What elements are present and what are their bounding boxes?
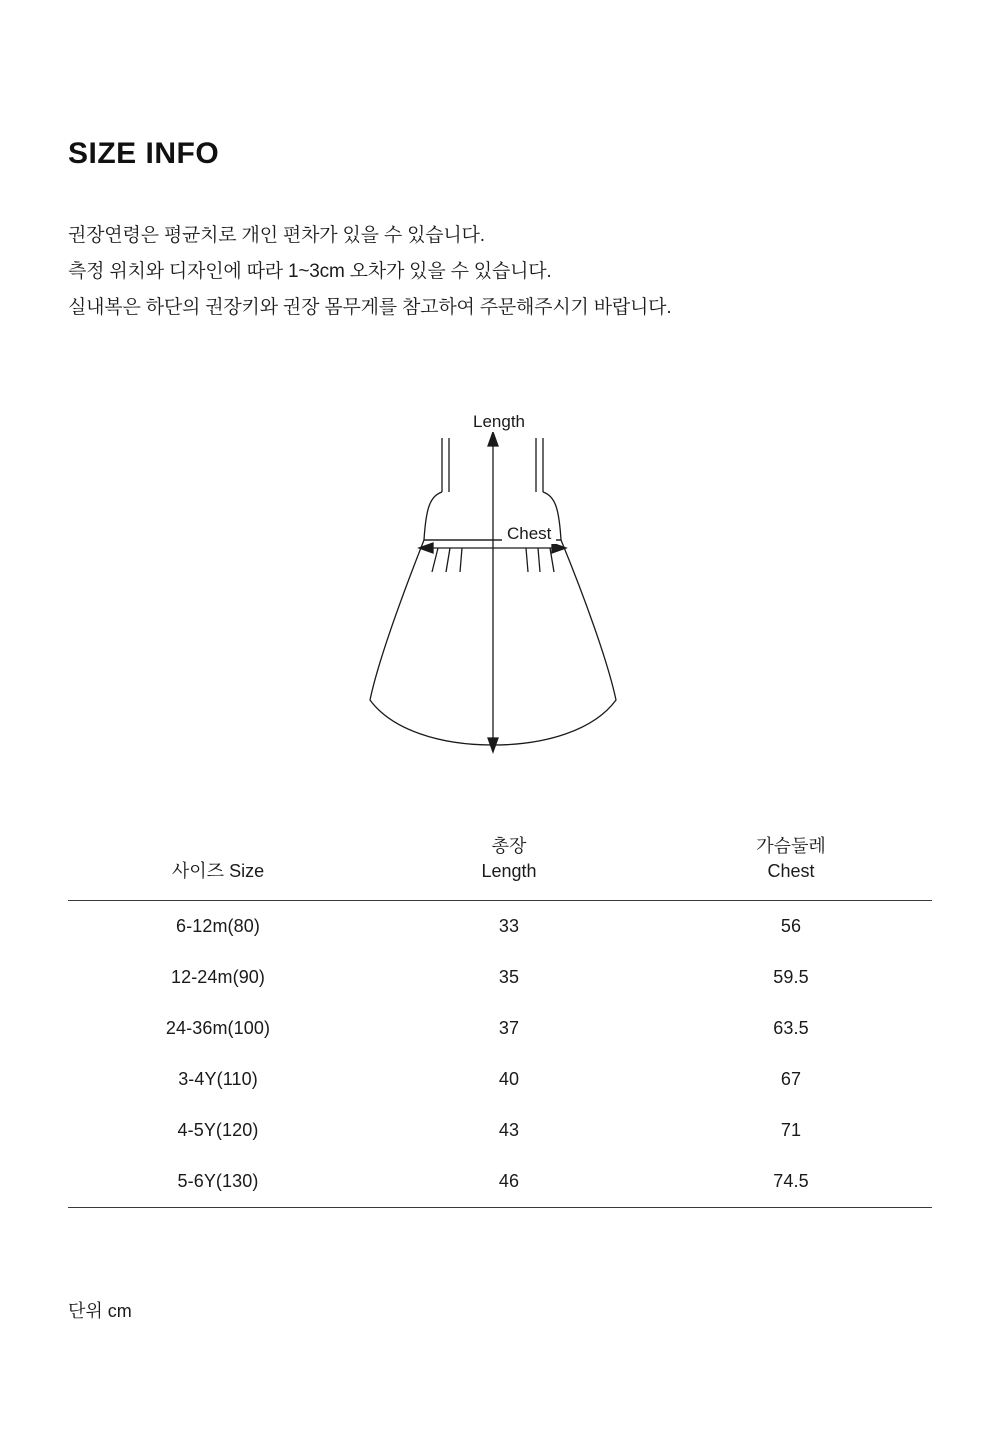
table-row	[68, 1105, 932, 1156]
diagram-chest-label: Chest	[502, 524, 556, 544]
cell-chest: 63.5	[773, 1018, 809, 1038]
header-chest-en: Chest	[767, 861, 815, 881]
size-note-2: 측정 위치와 디자인에 따라 1~3cm 오차가 있을 수 있습니다.	[68, 261, 552, 282]
header-length-en: Length	[481, 861, 537, 881]
table-row	[68, 1003, 932, 1054]
header-chest	[650, 830, 932, 901]
size-note-1: 권장연령은 평균치로 개인 편차가 있을 수 있습니다.	[68, 225, 485, 246]
dress-outline-icon	[330, 400, 670, 760]
table-row	[68, 952, 932, 1003]
cell-length: 35	[498, 967, 520, 987]
size-table-body	[68, 901, 932, 1208]
header-length-kr: 총장	[491, 836, 527, 856]
table-header-row	[68, 830, 932, 901]
diagram-length-label: Length	[468, 412, 530, 432]
size-note-3: 실내복은 하단의 권장키와 권장 몸무게를 참고하여 주문해주시기 바랍니다.	[68, 297, 672, 318]
header-size: 사이즈 Size	[171, 861, 265, 881]
unit-note: 단위 cm	[68, 1301, 132, 1321]
cell-length: 46	[498, 1171, 520, 1191]
size-notes	[68, 218, 671, 326]
cell-size: 12-24m(90)	[170, 967, 266, 987]
cell-size: 4-5Y(120)	[177, 1120, 259, 1140]
cell-size: 3-4Y(110)	[178, 1069, 258, 1089]
table-row	[68, 901, 932, 953]
cell-chest: 74.5	[773, 1171, 809, 1191]
page-title: SIZE INFO	[68, 137, 220, 171]
table-row	[68, 1054, 932, 1105]
cell-length: 33	[498, 916, 520, 936]
dress-measurement-diagram	[330, 400, 670, 760]
header-chest-kr: 가슴둘레	[756, 836, 826, 856]
size-table-head	[68, 830, 932, 901]
size-table	[68, 830, 932, 1208]
cell-length: 43	[498, 1120, 520, 1140]
cell-chest: 59.5	[773, 967, 809, 987]
cell-length: 40	[498, 1069, 520, 1089]
cell-chest: 71	[780, 1120, 802, 1140]
cell-chest: 56	[780, 916, 802, 936]
cell-size: 6-12m(80)	[176, 916, 260, 936]
cell-size: 5-6Y(130)	[177, 1171, 259, 1191]
cell-chest: 67	[780, 1069, 802, 1089]
table-row	[68, 1156, 932, 1208]
cell-length: 37	[498, 1018, 520, 1038]
cell-size: 24-36m(100)	[165, 1018, 271, 1038]
header-length	[368, 830, 650, 901]
